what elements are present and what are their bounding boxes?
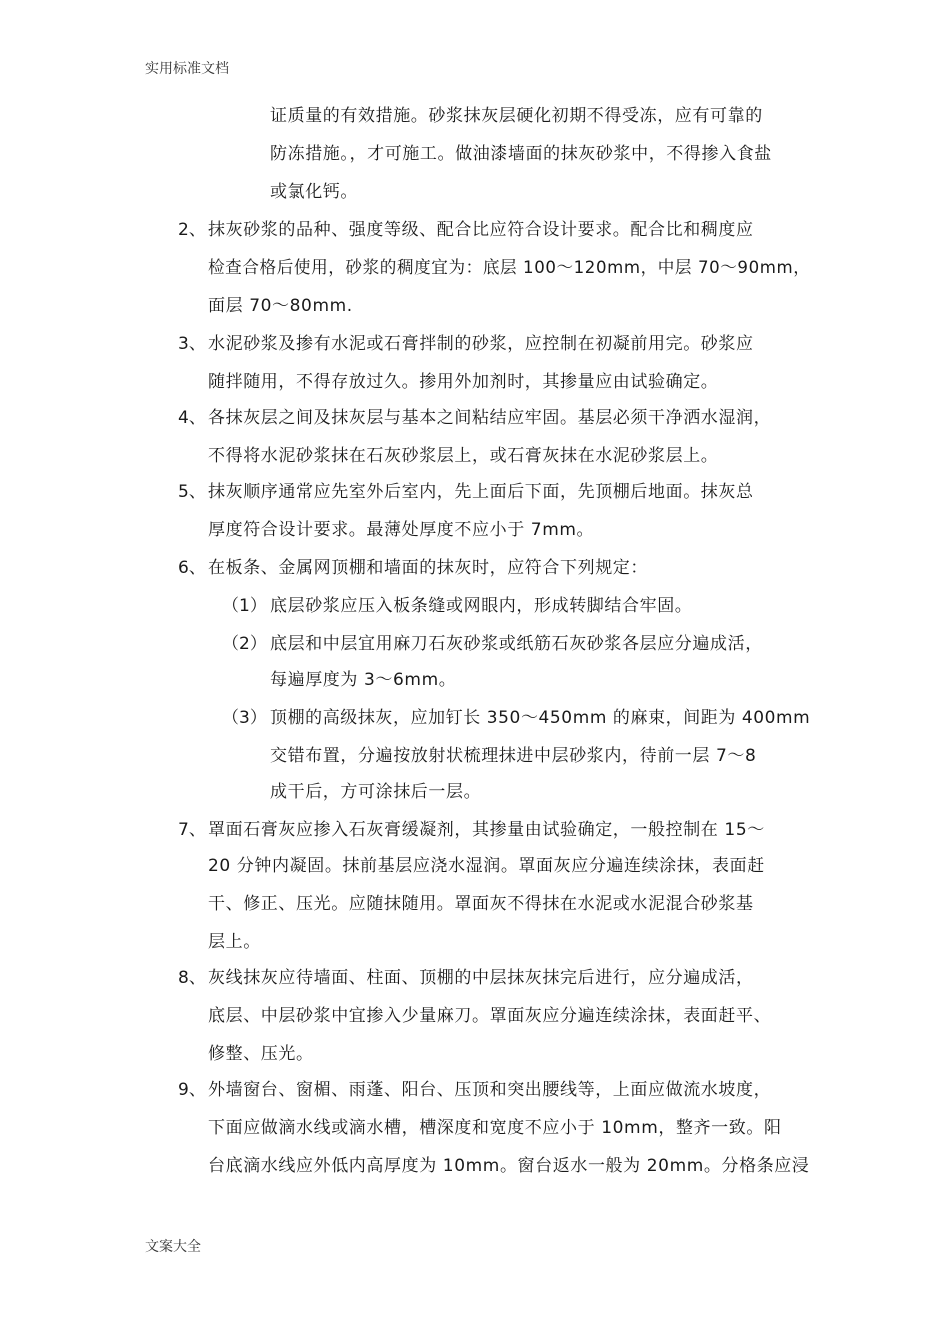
item-number: 9、: [178, 1080, 206, 1100]
paragraph-line: 外墙窗台、窗楣、雨蓬、阳台、压顶和突出腰线等，上面应做流水坡度，: [208, 1080, 772, 1100]
paragraph-line: 成干后，方可涂抹后一层。: [270, 782, 482, 802]
item-number: 8、: [178, 968, 206, 988]
subitem-number: （2）: [222, 634, 267, 654]
paragraph-line: 顶棚的高级抹灰，应加钉长 350～450mm 的麻束，间距为 400mm: [270, 708, 811, 728]
paragraph-line: 交错布置，分遍按放射状梳理抹进中层砂浆内，待前一层 7～8: [270, 746, 757, 766]
paragraph-line: 在板条、金属网顶棚和墙面的抹灰时，应符合下列规定：: [208, 558, 648, 578]
paragraph-line: 抹灰砂浆的品种、强度等级、配合比应符合设计要求。配合比和稠度应: [208, 220, 754, 240]
item-number: 5、: [178, 482, 206, 502]
paragraph-line: 防冻措施。，才可施工。做油漆墙面的抹灰砂浆中，不得掺入食盐: [270, 144, 772, 164]
paragraph-line: 抹灰顺序通常应先室外后室内，先上面后下面，先顶棚后地面。抹灰总: [208, 482, 754, 502]
paragraph-line: 证质量的有效措施。砂浆抹灰层硬化初期不得受冻，应有可靠的: [270, 106, 763, 126]
paragraph-line: 厚度符合设计要求。最薄处厚度不应小于 7mm。: [208, 520, 595, 540]
subitem-number: （3）: [222, 708, 267, 728]
paragraph-line: 随拌随用，不得存放过久。掺用外加剂时，其掺量应由试验确定。: [208, 372, 719, 392]
paragraph-line: 层上。: [208, 932, 261, 952]
item-number: 2、: [178, 220, 206, 240]
paragraph-line: 20 分钟内凝固。抹前基层应浇水湿润。罩面灰应分遍连续涂抹，表面赶: [208, 856, 765, 876]
paragraph-line: 不得将水泥砂浆抹在石灰砂浆层上，或石膏灰抹在水泥砂浆层上。: [208, 446, 719, 466]
item-number: 6、: [178, 558, 206, 578]
item-number: 7、: [178, 820, 206, 840]
paragraph-line: 底层和中层宜用麻刀石灰砂浆或纸筋石灰砂浆各层应分遍成活，: [270, 634, 763, 654]
paragraph-line: 底层、中层砂浆中宜掺入少量麻刀。罩面灰应分遍连续涂抹，表面赶平、: [208, 1006, 772, 1026]
subitem-number: （1）: [222, 596, 267, 616]
paragraph-line: 修整、压光。: [208, 1044, 314, 1064]
paragraph-line: 罩面石膏灰应掺入石灰膏缓凝剂，其掺量由试验确定，一般控制在 15～: [208, 820, 765, 840]
paragraph-line: 台底滴水线应外低内高厚度为 10mm。窗台返水一般为 20mm。分格条应浸: [208, 1156, 810, 1176]
paragraph-line: 检查合格后使用，砂浆的稠度宜为：底层 100～120mm，中层 70～90mm，: [208, 258, 811, 278]
page-footer: 文案大全: [145, 1239, 201, 1255]
paragraph-line: 干、修正、压光。应随抹随用。罩面灰不得抹在水泥或水泥混合砂浆基: [208, 894, 754, 914]
paragraph-line: 下面应做滴水线或滴水槽，槽深度和宽度不应小于 10mm，整齐一致。阳: [208, 1118, 782, 1138]
item-number: 4、: [178, 408, 206, 428]
item-number: 3、: [178, 334, 206, 354]
paragraph-line: 每遍厚度为 3～6mm。: [270, 670, 457, 690]
paragraph-line: 灰线抹灰应待墙面、柱面、顶棚的中层抹灰抹完后进行，应分遍成活，: [208, 968, 754, 988]
paragraph-line: 底层砂浆应压入板条缝或网眼内，形成转脚结合牢固。: [270, 596, 693, 616]
paragraph-line: 或氯化钙。: [270, 182, 358, 202]
page-header: 实用标准文档: [145, 61, 229, 77]
paragraph-line: 各抹灰层之间及抹灰层与基本之间粘结应牢固。基层必须干净洒水湿润，: [208, 408, 772, 428]
paragraph-line: 面层 70～80mm.: [208, 296, 353, 316]
paragraph-line: 水泥砂浆及掺有水泥或石膏拌制的砂浆，应控制在初凝前用完。砂浆应: [208, 334, 754, 354]
